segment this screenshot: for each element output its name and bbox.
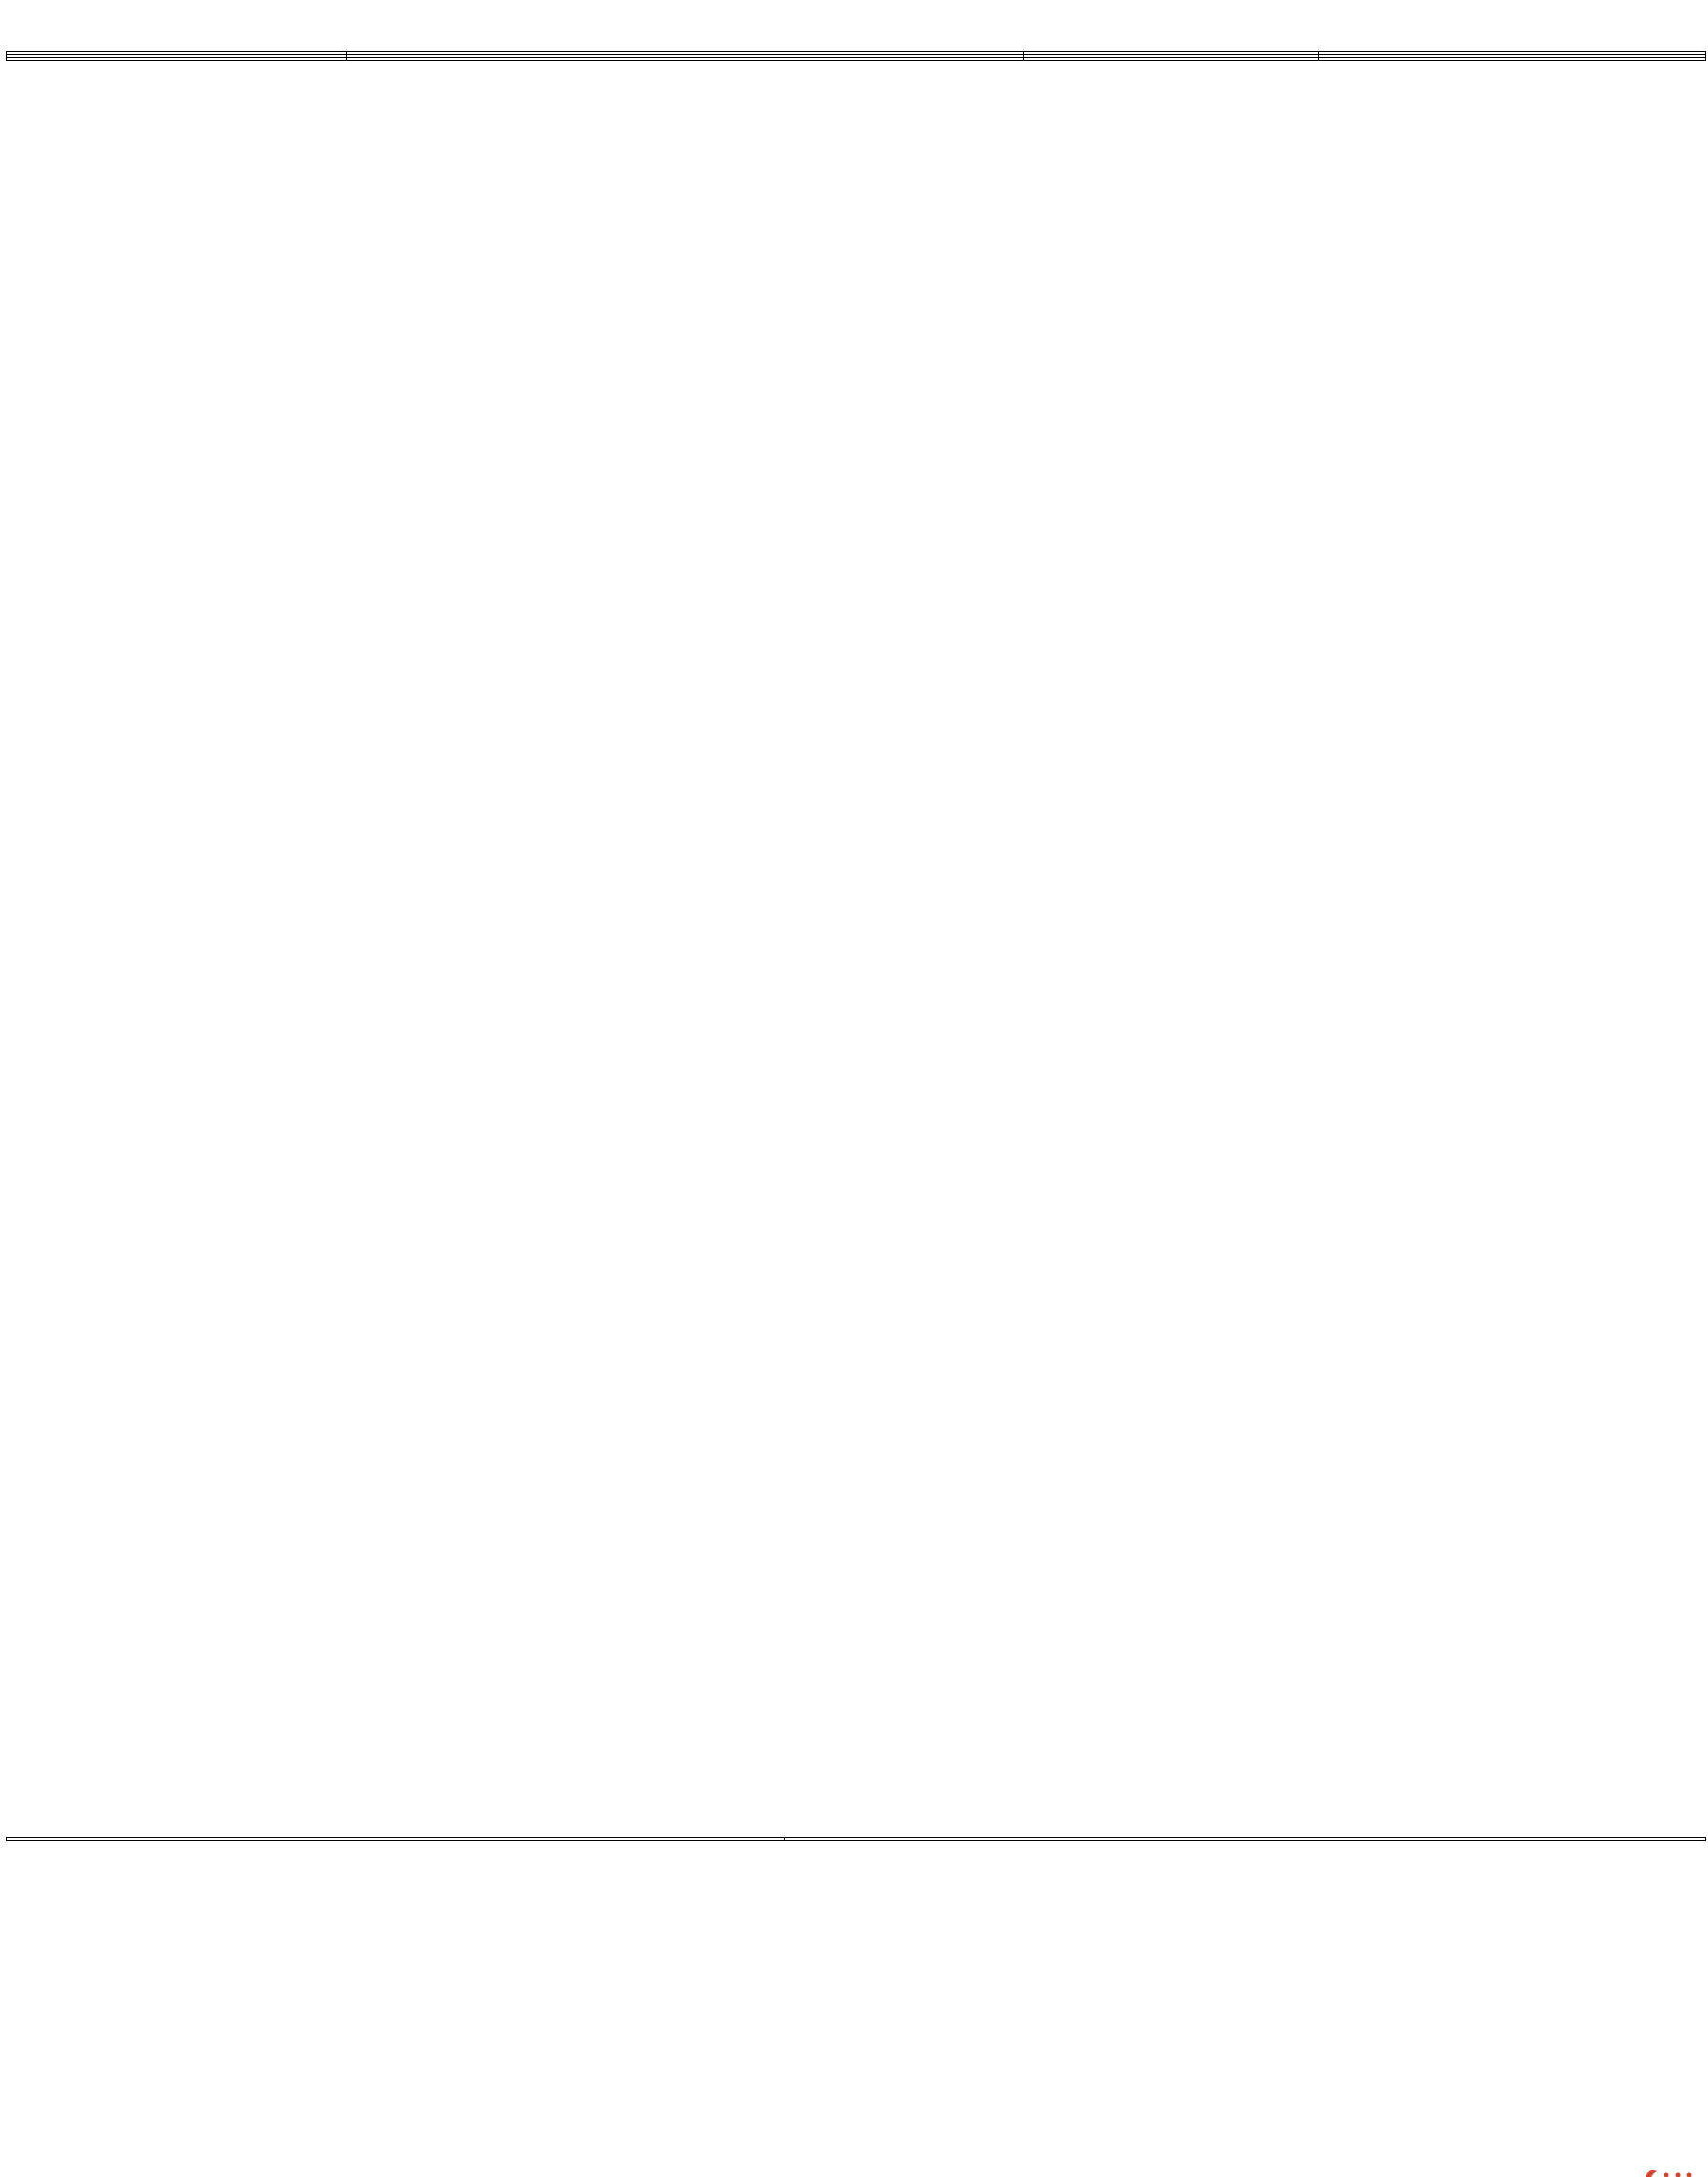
- books-header-subject: [7, 1838, 785, 1841]
- books-header-ref: [785, 1838, 1706, 1841]
- degree-type-label: [7, 58, 347, 61]
- reference-books-table: [6, 1837, 1706, 1841]
- books-header-row: [7, 1838, 1706, 1841]
- major-catalog-table: [6, 51, 1706, 61]
- site-watermark-logo-icon: [1644, 2168, 1700, 2177]
- degree-type-row: [7, 58, 1706, 61]
